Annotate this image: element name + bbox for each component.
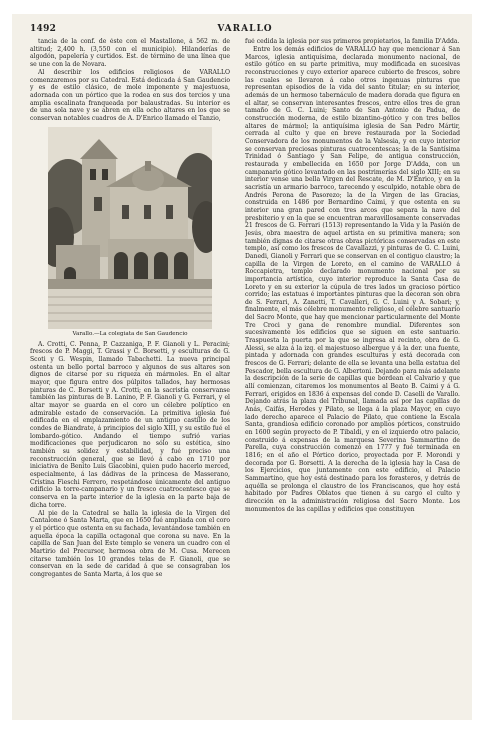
church-photo: [48, 127, 212, 329]
paragraph: Entre los demás edificios de VARALLO hay que mencionar á San Marcos, iglesia antiquísima, declarada monumento nacional, de estilo gótico en su parte primitiva, muy modificada en sucesivas reconstrucciones y cuyo exterior aparece cubierto de frescos, sobre las cuales se llevaron á cabo otros ingenuas pinturas que representan episodios de la vida del santo titular; en su interior, además de un hermoso tabernáculo de madera dorada que figura en el altar, se conservan interesantes frescos, entre ellos tres de gran tamaño de G. C. Luini; Santo de San Antonio de Padua, de construcción moderna, de estilo bizantino-gótico y con tres bellos altares de mármol; la antiquísima iglesia de San Pedro Mártir, cerrada al culto y que en breve restaurada por la Sociedad Conservadora de los monumentos de la Valsesia, y en cuyo interior se conservan preciosas pinturas cuatrocentescas; la de la Santísima Trinidad ó Santiago y San Felipe, de antigua construcción, restaurada y embellecida en 1650 por Jorge D'Adda, con un campanario gótico levantado en las postrimerías del siglo XIII; en su interior vense una bella Virgen del Rescate, de M. D'Enrico, y en la sacristía un armario barroco, tarecendo y esculpido, notable obra de Andrés Perona de Pasorezo; la de la Virgen de las Gracias, construida en 1486 por Bernardino Caimi, y que ostenta en su interior una gran pared con tres arcos que separa la nave del presbiterio y en la que se encuentran maravillosamente conservadas 21 frescos de G. Ferrari (1513) representando la Vida y la Pasión de Jesús, obra maestra de aquel artista en su primitiva manera; son también dignas de citarse otras obras pictóricas conservadas en este templo, así como los frescos de Cavallazzi, y pinturas de G. C. Luini, Danedi, Gianoli y Ferrari que se conservan en el contiguo claustro; la capilla de la Virgen de Loreto, en el camino de VARALLO á Roccapietra, templo declarado monumento nacional por su importancia artística, cuyo interior reproduce la Santa Casa de Loreto y en su exterior la cúpula de tres lados un gracioso pórtico corrido; las estatuas é importantes pinturas que la decoran son obra de S. Ferrari, A. Zanetti, T. Cavalleri, G. C. Luini y A. Sobari; y, finalmente, el más célebre monumento religioso, el célebre santuario del Sacro Monte, que hay que mencionar particularmente del Monte Tre Croci y gana de renombre mundial. Diferentes son sucesivamente los edificios que se siguen en este santuario. Traspuesta la puerta por la que se ingresa al recinto, obra de G. Alessi, se alza á la izq. el majestuoso albergue y á la der. una fuente, pintada y adornada con grandes esculturas y está decorada con frescos de G. Ferrari; delante de ella se levanta una bella estatua del Pescador, bella escultura de G. Albertoni. Dejando para más adelante la descripción de la serie de capillas que bordean el Calvario y que allí comienzan, citaremos los monumentos al Beato B. Caimi y á G. Ferrari, erigidos en 1836 á expensas del conde D. Caselli de Varallo. Dejando atrás la plaza del Tribunal, llamada así por las capillas de Anás, Caifás, Herodes y Pilato, se llega á la plaza Mayor, en cuyo lado derecho aparece el Palacio de Pilato, que contiene la Escala Santa, grandiosa edificio coronado por amplios pórticos, construido en 1600 según proyecto de P. Tibaldi, y en el izquierdo otro palacio, construido á expensas de la marquesa Severina Sammartino de Parella, cuya construcción comenzó en 1777 y fué terminada en 1816; en el año el Pórtico dorico, proyectada por F. Morondi y decorada por G. Borsetti. A la derecha de la iglesia hay la Casa de los Ejercicios, que juntamente con este edificio, el Palacio Sammartino, que hoy está destinado para los forasteros, y detrás de aquélla se prolonga el claustro de los Franciscanos, que hoy está habitado por Padres Oblatos que tienen á su cargo el culto y dirección en la administración religiosa del Sacro Monte. Los monumentos de las capillas y edificios que constituyen: [245, 46, 460, 513]
page-title: VARALLO: [217, 24, 273, 34]
page-header: [30, 22, 460, 36]
page-number: 1492: [30, 24, 57, 34]
paragraph: tancia de la conf. de éste con el Mastallone, á 562 m. de altitud; 2,400 h. (3,550 con el municipio). Hilanderías de algodón, papelería y curtidos. Est. de término de una línea que se une con la de Novara.: [30, 38, 230, 68]
page: [12, 14, 472, 720]
figure-caption: Varallo.—La colegiata de San Gaudencio: [72, 330, 188, 337]
paragraph: Al describir los edificios religiosos de VARALLO comenzaremos por su Catedral. Está dedicada á San Gaudencio y es de estilo clásico, de mole imponente y majestuosa, adornada con un pórtico que la rodea en sus dos tercios y una amplia escalinata franqueada por balaustradas. Su interior es de una sola nave y se abren en ella ocho altares en los que se conservan notables cuadros de A. D'Enrico llamado el Tanzio,: [30, 69, 230, 123]
paragraph: A. Crotti, C. Penna, P. Cazzaniga, P. F. Gianoli y L. Peracini; frescos de P. Maggi, T. Grassi y C. Borsetti, y esculturas de G. Scoti y G. Wespin, llamado Tabachetti. La nueva principal ostenta un bello portal barroco y algunos de sus altares son dignos de citarse por su riqueza en mármoles. En el altar mayor, que figura entre dos púlpitos tallados, hay hermosas pinturas de C. Borsetti y A. Crotti; en la sacristía conservanse también las pinturas de B. Lanino, P. F. Gianoli y G. Ferrari, y el altar mayor se guarda en el coro un célebre políptico en admirable estado de conservación. La primitiva iglesia fué edificada en el emplazamiento de un antiguo castillo de los condes de Biandrate, á principios del siglo XIII, y su estilo fué el lombardo-gótico. Andando el tiempo sufrió varias modificaciones que perjudicaron no sólo su estética, sino también su solidez y estabilidad, y fué preciso una reconstrucción general, que se llevó á cabo en 1710 por iniciativa de Benito Luis Giacobini, quien pudo hacerlo merced, especialmente, á las dádivas de la princesa de Masserano, Cristina Fieschi Ferrero, respetándose únicamente del antiguo edificio la torre-campanario y un fresco cuatrocentesco que se conserva en la parte interior de la iglesia en la parte baja de dicha torre.: [30, 340, 230, 509]
left-column: [30, 38, 230, 708]
paragraph: fué cedida la iglesia por sus primeros propietarios, la familia D'Adda.: [245, 38, 460, 45]
figure: [48, 127, 212, 338]
paragraph: Al pie de la Catedral se halla la iglesia de la Virgen del Cantalone ó Santa Marta, que en 1650 fué ampliada con el coro y el pórtico que ostenta en su fachada, levantándose también en aquella época la capilla octagonal que corona su nave. En la capilla de San Juan del Este templo se venera un cuadro con el Martirio del Precursor, hermosa obra de M. Cusa. Merecen citarse también los 10 grandes telas de F. Gianoli, que se conservan en la sede de caridad á que se consagraban los congregantes de Santa Marta, á los que se: [30, 509, 230, 578]
right-column: [245, 38, 460, 708]
